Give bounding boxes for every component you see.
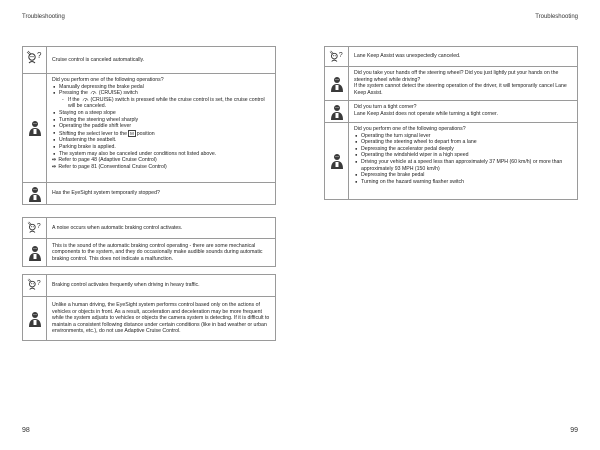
problem-row — [23, 218, 275, 238]
problem-row — [23, 47, 275, 73]
answer-text: Unlike a human driving, the EyeSight system performs control based only on the actions of vehicles or objects in front. As a result, acceleration and deceleration may be more frequent while the system adjusts to vehicles or objects the camera system is detecting. If it is difficult to maintain a consistent following distance under certain conditions (like in bad weather or urban environments, etc.), do not use Adaptive Cruise Control. — [52, 302, 270, 335]
list-item: ● Depressing the brake pedal — [354, 172, 572, 179]
sub-list-item — [62, 97, 270, 110]
list-item: ● Depressing the accelerator pedal deeply — [354, 146, 572, 153]
answer-row — [23, 296, 275, 340]
reference-link-adaptive[interactable] — [52, 157, 270, 164]
operation-list — [52, 110, 270, 157]
troubleshoot-table-noise — [22, 217, 276, 267]
check-text — [349, 123, 577, 199]
list-item: ● Manually depressing the brake pedal — [52, 84, 270, 91]
person-icon-cell — [325, 67, 349, 100]
list-item: ● The system may also be canceled under conditions not listed above. — [52, 151, 270, 158]
person-icon — [26, 185, 44, 203]
person-icon — [26, 244, 44, 262]
list-item: ● Operating the steering wheel to depart from a lane — [354, 139, 572, 146]
list-item-text: (CRUISE) switch — [98, 90, 138, 97]
page-header-left: Troubleshooting — [22, 14, 65, 20]
list-item: ● Operating the windshield wiper in a high speed — [354, 152, 572, 159]
list-item-text: Pressing the — [59, 90, 88, 97]
list-item: ● Driving your vehicle at a speed less than approximately 37 MPH (60 km/h) or more than approximately 93 MPH (150 km/h) — [354, 159, 572, 172]
check-row-operations — [325, 122, 577, 199]
answer-text: This is the sound of the automatic braking control operating - there are some mechanical components to the system, and they do occasionally make audible sounds during automatic braking control. This does not indicate a malfunction. — [52, 242, 263, 262]
check-text — [349, 101, 577, 122]
problem-text: A noise occurs when automatic braking control activates. — [52, 224, 183, 231]
page-number-right: 99 — [570, 427, 578, 434]
check-text — [47, 74, 275, 182]
reference-text: Refer to page 81 (Conventional Cruise Control) — [58, 163, 167, 170]
check-text — [349, 67, 577, 100]
cruise-switch-icon — [82, 97, 89, 102]
sub-item-text: (CRUISE) switch is pressed while the cruise control is set, the cruise control will be canceled. — [68, 96, 265, 110]
person-icon — [328, 75, 346, 93]
list-item-text: position — [136, 130, 155, 137]
problem-row — [23, 275, 275, 296]
question-icon-cell — [23, 218, 47, 238]
question-icon — [329, 49, 345, 65]
person-icon-cell — [23, 74, 47, 182]
list-item — [52, 130, 270, 138]
question-text: Has the EyeSight system temporarily stopped? — [52, 190, 160, 197]
cruise-switch-icon — [90, 90, 97, 95]
troubleshoot-table-lane-keep — [324, 46, 578, 200]
question-text: Did you turn a tight corner? — [354, 104, 417, 110]
list-item-text: Shifting the select lever to the — [59, 130, 128, 137]
question-text: Did you take your hands off the steering wheel? Did you just lightly put your hands on the steering wheel while driving? — [354, 70, 559, 83]
answer-text: Lane Keep Assist does not operate while turning a tight corner. — [354, 110, 498, 117]
question-icon — [26, 49, 44, 67]
answer-text: If the system cannot detect the steering operation of the driver, it will temporarily cancel Lane Keep Assist. — [354, 83, 567, 96]
page-header-right: Troubleshooting — [535, 14, 578, 20]
troubleshoot-table-cruise-canceled — [22, 46, 276, 205]
problem-text: Cruise control is canceled automatically. — [52, 56, 145, 63]
list-item: ● Staying on a steep slope — [52, 110, 270, 117]
problem-text: Lane Keep Assist was unexpectedly canceled. — [354, 53, 461, 60]
question-intro: Did you perform one of the following operations? — [52, 77, 164, 83]
list-item: ● Parking brake is applied. — [52, 144, 270, 151]
arrow-right-icon: ⇨ — [52, 163, 57, 170]
person-icon — [26, 119, 44, 137]
question-icon — [27, 277, 43, 293]
person-icon-cell — [23, 239, 47, 266]
arrow-right-icon: ⇨ — [52, 157, 57, 164]
answer-row — [23, 238, 275, 266]
question-icon-cell — [23, 275, 47, 296]
check-row-hands — [325, 66, 577, 100]
operation-list — [52, 84, 270, 97]
troubleshoot-table-braking — [22, 274, 276, 341]
list-item — [52, 90, 270, 97]
list-item: ● Turning the steering wheel sharply — [52, 117, 270, 124]
sub-item-text: If the — [68, 96, 80, 103]
person-icon-cell — [23, 183, 47, 204]
reference-link-conventional[interactable] — [52, 164, 270, 171]
problem-text: Braking control activates frequently when driving in heavy traffic. — [52, 282, 200, 289]
list-item: ● Operating the turn signal lever — [354, 133, 572, 140]
person-icon-cell — [325, 123, 349, 199]
problem-row — [325, 47, 577, 66]
person-icon-cell — [23, 297, 47, 340]
page-number-left: 98 — [22, 427, 30, 434]
list-item: ● Unfastening the seatbelt. — [52, 137, 270, 144]
check-row-eyesight — [23, 182, 275, 204]
gear-m-badge: M — [130, 130, 134, 136]
question-icon — [27, 220, 43, 236]
list-item: ● Turning on the hazard warning flasher switch — [354, 179, 572, 186]
question-intro: Did you perform one of the following operations? — [354, 126, 466, 132]
question-icon-cell — [325, 47, 349, 66]
question-icon-cell — [23, 47, 47, 73]
person-icon — [26, 310, 44, 328]
check-row-operations — [23, 73, 275, 182]
list-item: ● Operating the paddle shift lever — [52, 123, 270, 130]
operation-list — [354, 133, 572, 186]
sub-list — [52, 97, 270, 110]
person-icon — [328, 152, 346, 170]
reference-text: Refer to page 48 (Adaptive Cruise Control) — [58, 157, 157, 164]
person-icon — [328, 103, 346, 121]
check-row-corner — [325, 100, 577, 122]
person-icon-cell — [325, 101, 349, 122]
